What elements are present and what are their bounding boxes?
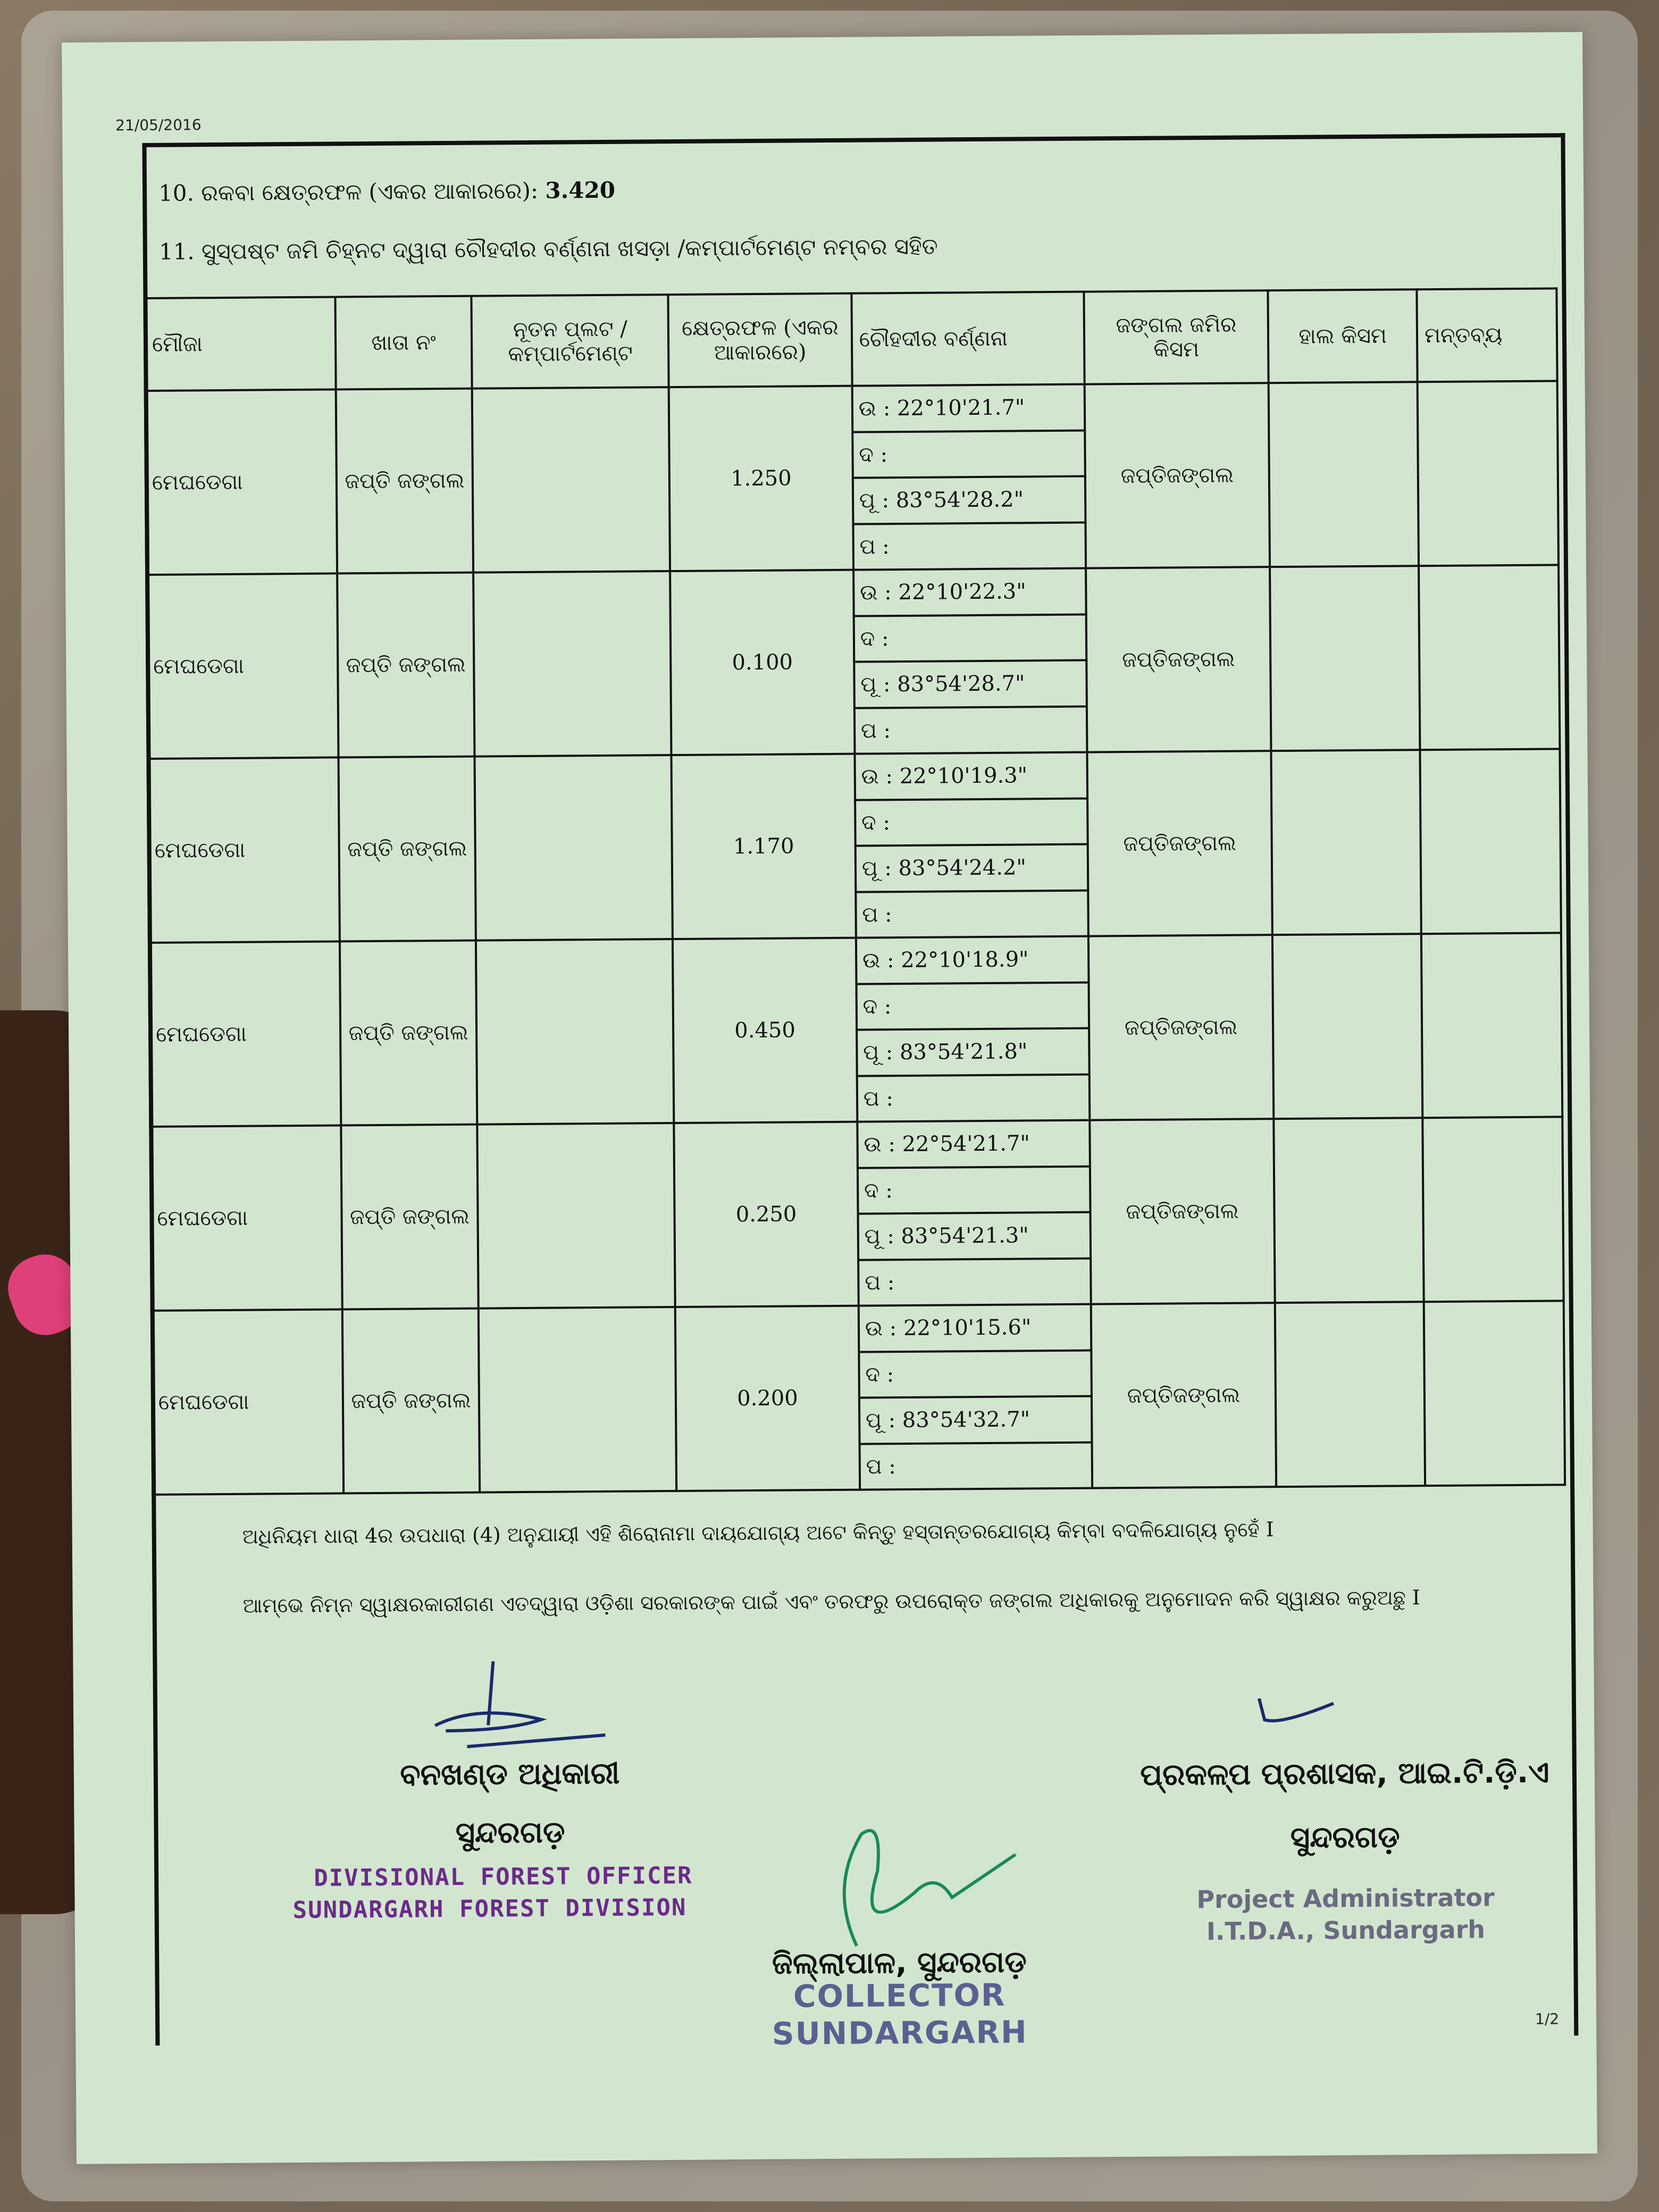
village-cell: ମେଘଡେଗା xyxy=(149,941,341,1126)
forest-type-cell: ଜପ୍ତିଜଙ୍ଗଲ xyxy=(1085,383,1270,568)
forest-type-cell: ଜପ୍ତିଜଙ୍ଗଲ xyxy=(1086,567,1271,752)
east-boundary: ପୂ : 83°54'32.7" xyxy=(859,1396,1092,1444)
forest-type-cell: ଜପ୍ତିଜଙ୍ଗଲ xyxy=(1088,935,1274,1120)
east-boundary: ପୂ : 83°54'24.2" xyxy=(855,844,1088,892)
remarks-cell xyxy=(1422,1117,1563,1302)
current-type-cell xyxy=(1274,1118,1424,1303)
item-11-label: 11. ସୁସ୍ପଷ୍ଟ ଜମି ଚିହ୍ନଟ ଦ୍ୱାରା ଚୌହଦୀର ବର୍ଣ୍ଣନା ଖସଡ଼ା /କମ୍ପାର୍ଟମେଣ୍ଟ ନମ୍ବର ସହିତ xyxy=(158,233,938,265)
east-boundary: ପୂ : 83°54'21.8" xyxy=(857,1028,1090,1076)
north-boundary: ଉ : 22°10'21.7" xyxy=(852,384,1085,432)
collector-signature xyxy=(776,1806,1043,1967)
north-boundary: ଉ : 22°10'18.9" xyxy=(856,936,1089,984)
table-row xyxy=(146,565,1559,621)
khata-cell: ଜପ୍ତି ଜଙ୍ଗଲ xyxy=(336,389,473,574)
table-body xyxy=(145,381,1565,1494)
header-area: କ୍ଷେତ୍ରଫଳ (ଏକର ଆକାରରେ) xyxy=(668,294,852,387)
forest-type-cell: ଜପ୍ତିଜଙ୍ଗଲ xyxy=(1090,1119,1275,1304)
note-inheritable: ଅଧିନିୟମ ଧାରା 4ର ଉପଧାରା (4) ଅନୁଯାୟୀ ଏହି ଶିରୋନାମା ଦାୟଯୋଗ୍ୟ ଅଟେ କିନ୍ତୁ ହସ୍ତାନ୍ତରଯୋଗ୍ୟ କିମ୍ବା ବଦଳିଯୋଗ୍ୟ ନୁହେଁ I xyxy=(242,1518,1274,1548)
dfo-stamp-line1: DIVISIONAL FOREST OFFICER xyxy=(314,1862,693,1892)
south-boundary: ଦ : xyxy=(856,982,1089,1030)
south-boundary: ଦ : xyxy=(852,430,1085,478)
pa-place: ସୁନ୍ଦରଗଡ଼ xyxy=(1290,1820,1400,1855)
plot-cell xyxy=(476,939,674,1125)
south-boundary: ଦ : xyxy=(859,1350,1092,1398)
print-date: 21/05/2016 xyxy=(115,116,202,135)
header-khata: ଖାତା ନଂ xyxy=(335,296,472,390)
area-cell: 1.170 xyxy=(672,754,856,939)
current-type-cell xyxy=(1270,566,1420,751)
khata-cell: ଜପ୍ତି ଜଙ୍ଗଲ xyxy=(340,941,477,1126)
area-cell: 0.250 xyxy=(674,1122,859,1307)
boundary-table xyxy=(143,287,1566,1496)
current-type-cell xyxy=(1272,934,1422,1119)
khata-cell: ଜପ୍ତି ଜଙ୍ଗଲ xyxy=(337,573,475,758)
plot-cell xyxy=(479,1307,676,1493)
village-cell: ମେଘଡେଗା xyxy=(146,573,338,758)
current-type-cell xyxy=(1269,382,1419,567)
south-boundary: ଦ : xyxy=(858,1166,1091,1214)
pa-stamp-line2: I.T.D.A., Sundargarh xyxy=(1206,1915,1486,1946)
west-boundary: ପ : xyxy=(856,890,1088,938)
area-cell: 0.450 xyxy=(673,938,857,1123)
collector-stamp-line2: SUNDARGARH xyxy=(772,2014,1028,2052)
khata-cell: ଜପ୍ତି ଜଙ୍ଗଲ xyxy=(338,757,476,942)
khata-cell: ଜପ୍ତି ଜଙ୍ଗଲ xyxy=(341,1125,479,1310)
plot-cell xyxy=(472,387,670,573)
west-boundary: ପ : xyxy=(858,1258,1091,1306)
remarks-cell xyxy=(1418,381,1559,566)
khata-cell: ଜପ୍ତି ଜଙ୍ଗଲ xyxy=(342,1309,480,1494)
current-type-cell xyxy=(1271,750,1421,935)
header-plot: ନୂତନ ପ୍ଲଟ / କମ୍ପାର୍ଟମେଣ୍ଟ xyxy=(472,295,669,389)
area-cell: 0.100 xyxy=(670,570,854,755)
dfo-stamp-line2: SUNDARGARH FOREST DIVISION xyxy=(292,1893,687,1924)
table-row xyxy=(152,1301,1564,1356)
collector-stamp-line1: COLLECTOR xyxy=(793,1976,1006,2015)
header-village: ମୌଜା xyxy=(144,297,336,390)
header-remarks: ମନ୍ତବ୍ୟ xyxy=(1417,288,1557,382)
north-boundary: ଉ : 22°10'19.3" xyxy=(854,752,1087,800)
east-boundary: ପୂ : 83°54'21.3" xyxy=(858,1212,1091,1260)
west-boundary: ପ : xyxy=(859,1442,1092,1490)
area-cell: 1.250 xyxy=(669,386,853,571)
west-boundary: ପ : xyxy=(857,1074,1090,1122)
plot-cell xyxy=(474,571,672,757)
note-approval: ଆମ୍ଭେ ନିମ୍ନ ସ୍ୱାକ୍ଷରକାରୀଗଣ ଏତଦ୍ୱାରା ଓଡ଼ିଶା ସରକାରଙ୍କ ପାଇଁ ଏବଂ ତରଫରୁ ଉପରୋକ୍ତ ଜଙ୍ଗଲ ଅଧିକାରକୁ ଅନୁମୋଦନ କରି ସ୍ୱାକ୍ଷର କରୁଅଛୁ I xyxy=(242,1586,1421,1618)
table-row xyxy=(150,1117,1563,1172)
document-page xyxy=(62,32,1597,2164)
remarks-cell xyxy=(1421,933,1562,1118)
item-10-value: 3.420 xyxy=(545,177,616,204)
east-boundary: ପୂ : 83°54'28.7" xyxy=(854,660,1087,708)
pa-stamp-line1: Project Administrator xyxy=(1196,1883,1495,1914)
dfo-title: ବନଖଣ୍ଡ ଅଧିକାରୀ xyxy=(400,1756,620,1792)
south-boundary: ଦ : xyxy=(853,614,1086,662)
forest-type-cell: ଜପ୍ତିଜଙ୍ଗଲ xyxy=(1091,1303,1277,1488)
village-cell: ମେଘଡେଗା xyxy=(148,757,340,942)
table-row xyxy=(148,749,1561,805)
table-header-row xyxy=(144,288,1557,391)
dfo-place: ସୁନ୍ଦରଗଡ଼ xyxy=(455,1815,565,1850)
collector-title: ଜିଲ୍ଲାପାଳ, ସୁନ୍ଦରଗଡ଼ xyxy=(772,1945,1027,1981)
pa-signature xyxy=(1249,1687,1409,1736)
item-10-label: 10. ରକବା କ୍ଷେତ୍ରଫଳ (ଏକର ଆକାରରେ): xyxy=(158,177,539,206)
west-boundary: ପ : xyxy=(854,706,1087,754)
plot-cell xyxy=(475,755,673,941)
north-boundary: ଉ : 22°10'15.6" xyxy=(859,1304,1092,1352)
remarks-cell xyxy=(1424,1301,1565,1486)
north-boundary: ଉ : 22°10'22.3" xyxy=(853,568,1086,616)
item-10-area xyxy=(158,177,615,207)
south-boundary: ଦ : xyxy=(855,798,1088,846)
table-row xyxy=(145,381,1558,437)
west-boundary: ପ : xyxy=(853,522,1086,570)
dfo-signature xyxy=(403,1645,626,1753)
pa-title: ପ୍ରକଳ୍ପ ପ୍ରଶାସକ, ଆଇ.ଟି.ଡ଼ି.ଏ xyxy=(1140,1755,1549,1792)
page-number: 1/2 xyxy=(1535,2010,1560,2028)
area-cell: 0.200 xyxy=(675,1306,860,1491)
current-type-cell xyxy=(1275,1302,1425,1487)
north-boundary: ଉ : 22°54'21.7" xyxy=(857,1120,1090,1168)
forest-type-cell: ଜପ୍ତିଜଙ୍ଗଲ xyxy=(1087,751,1272,936)
header-forest-type: ଜଙ୍ଗଲ ଜମିର କିସମ xyxy=(1084,290,1269,384)
header-current-type: ହାଲ କିସମ xyxy=(1268,289,1418,383)
header-boundary: ଚୌହଦୀର ବର୍ଣ୍ଣନା xyxy=(851,292,1084,386)
table-row xyxy=(149,933,1562,988)
remarks-cell xyxy=(1420,749,1561,934)
village-cell: ମେଘଡେଗା xyxy=(150,1125,342,1310)
plot-cell xyxy=(477,1123,675,1309)
east-boundary: ପୂ : 83°54'28.2" xyxy=(853,476,1086,524)
village-cell: ମେଘଡେଗା xyxy=(145,389,337,574)
remarks-cell xyxy=(1419,565,1560,750)
village-cell: ମେଘଡେଗା xyxy=(152,1309,343,1494)
